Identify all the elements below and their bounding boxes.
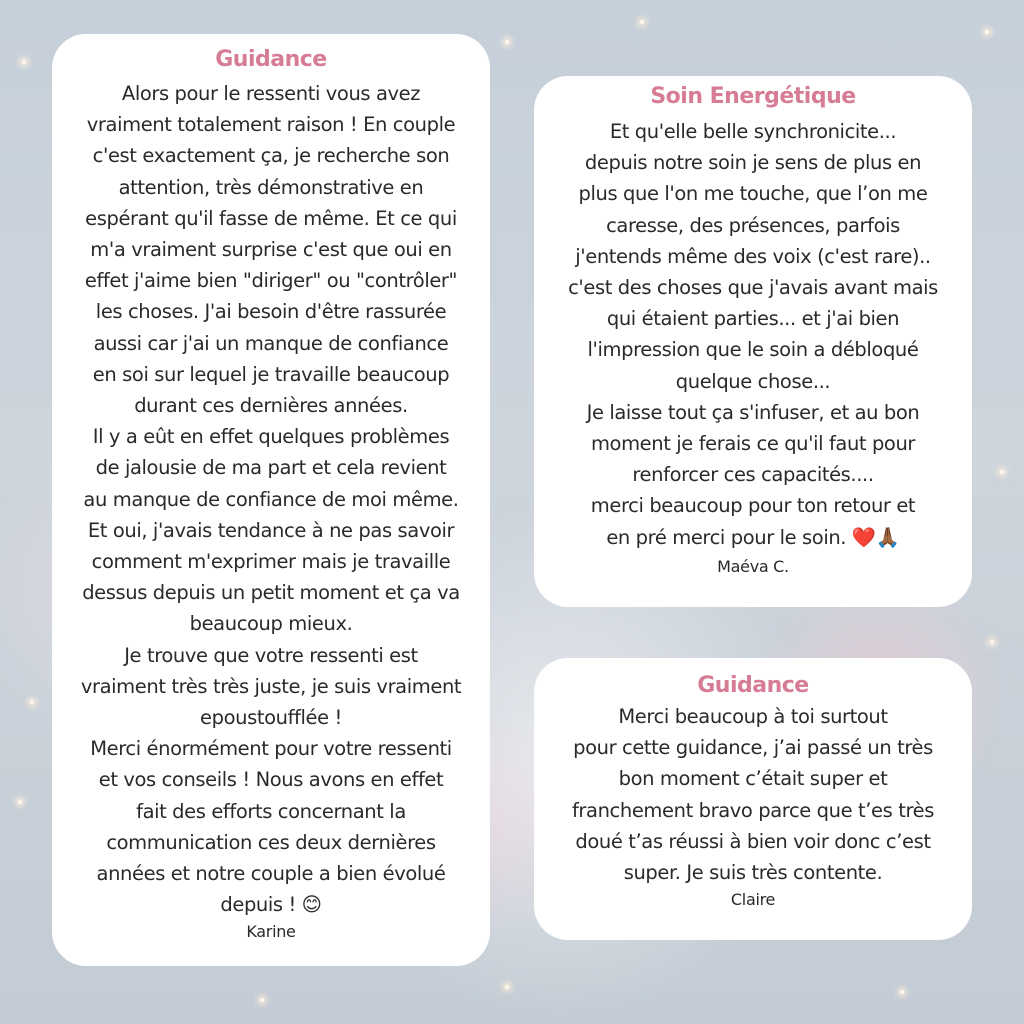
sparkle-decoration [22,60,26,64]
sparkle-decoration [505,40,509,44]
sparkle-decoration [1000,470,1004,474]
sparkle-decoration [985,30,989,34]
sparkle-decoration [900,990,904,994]
card-title: Soin Energétique [650,84,856,109]
sparkle-decoration [640,20,644,24]
testimonial-author: Maéva C. [717,556,789,576]
card-title: Guidance [697,673,809,698]
testimonial-text: Merci beaucoup à toi surtout pour cette guidance, j’ai passé un très bon moment c’était super et franchement bravo parce que t’es très doué t’as réussi à bien voir donc c’est super. Je suis très contente. [571,705,935,885]
testimonial-card-guidance-claire [534,658,972,940]
sparkle-decoration [260,998,264,1002]
testimonial-author: Claire [730,890,776,910]
testimonial-text: Alors pour le ressenti vous avez vraiment totalement raison ! En couple c'est exactement ça, je recherche son attention, très démonstrative en espérant qu'il fasse de même. Et ce qui m'a vraiment surprise c'est que oui en effet j'aime bien "diriger" ou "contrôler" les choses. J'ai besoin d'être rassurée aussi car j'ai un manque de confiance en soi sur lequel je travaille beaucoup durant ces dernières années. Il y a eût en effet quelques problèmes de jalousie de ma part et cela revient au manque de confiance de moi même. Et oui, j'avais tendance à ne pas savoir comment m'exprimer mais je travaille dessus depuis un petit moment et ça va beaucoup mieux. Je trouve que votre ressenti est vraiment très très juste, je suis vraiment epoustoufflée ! Merci énormément pour votre ressenti et vos conseils ! Nous avons en effet fait des efforts concernant la communication ces deux dernières années et notre couple a bien évolué depuis ! 😊 [80,82,462,917]
card-title: Guidance [215,47,327,72]
sparkle-decoration [990,640,994,644]
sparkle-decoration [30,700,34,704]
sparkle-decoration [18,800,22,804]
testimonial-author: Karine [246,922,296,942]
testimonial-card-soin-energetique [534,76,972,607]
sparkle-decoration [505,985,509,989]
testimonial-card-guidance-karine [52,34,490,966]
testimonial-text: Et qu'elle belle synchronicite... depuis notre soin je sens de plus en plus que l'on me touche, que l’on me caresse, des présences, parfois j'entends même des voix (c'est rare).. c'est des choses que j'avais avant mais qui étaient parties... et j'ai bien l'impression que le soin a débloqué quelque chose... Je laisse tout ça s'infuser, et au bon moment je ferais ce qu'il faut pour renforcer ces capacités.... merci beaucoup pour ton retour et en pré merci pour le soin. ❤️🙏🏾 [568,120,938,549]
